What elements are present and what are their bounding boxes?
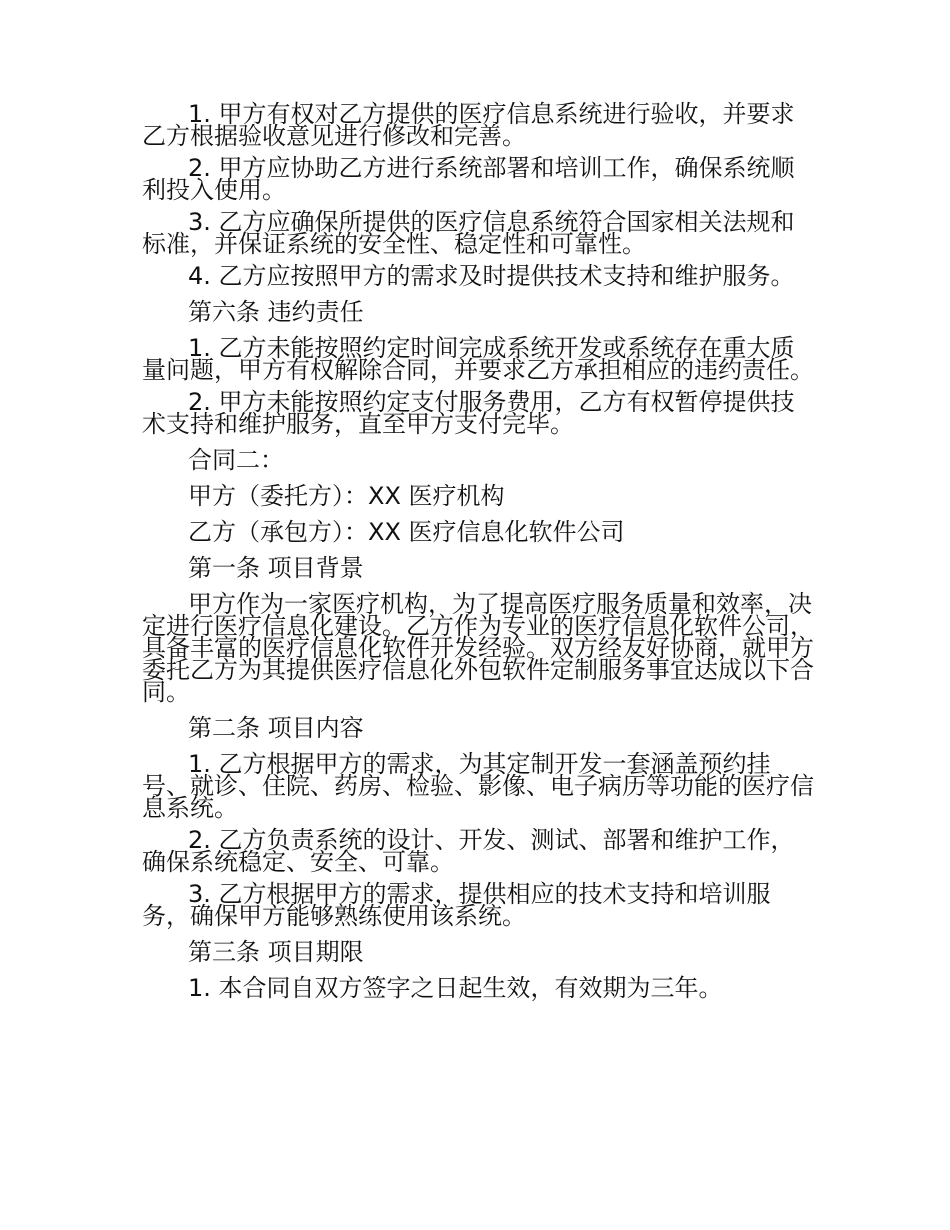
party-b-line: 乙方（承包方）：XX 医疗信息化软件公司 bbox=[188, 518, 625, 546]
paragraph-2: 2. 甲方应协助乙方进行系统部署和培训工作，确保系统顺利投入使用。 bbox=[142, 154, 795, 204]
section-heading-article-6: 第六条 违约责任 bbox=[188, 298, 364, 326]
paragraph-background: 甲方作为一家医疗机构，为了提高医疗服务质量和效率，决定进行医疗信息化建设。乙方作为专业的医疗信息化软件公司，具备丰富的医疗信息化软件开发经验。双方经友好协商，就甲方委托乙方为其提供医疗信息化外包软件定制服务事宜达成以下合同。 bbox=[142, 590, 814, 706]
paragraph-content-3: 3. 乙方根据甲方的需求，提供相应的技术支持和培训服务，确保甲方能够熟练使用该系统。 bbox=[142, 880, 771, 930]
paragraph-7: 2. 甲方未能按照约定支付服务费用，乙方有权暂停提供技术支持和维护服务，直至甲方支付完毕。 bbox=[142, 388, 795, 438]
paragraph-3: 3. 乙方应确保所提供的医疗信息系统符合国家相关法规和标准，并保证系统的安全性、稳定性和可靠性。 bbox=[142, 208, 795, 258]
paragraph-content-1: 1. 乙方根据甲方的需求，为其定制开发一套涵盖预约挂号、就诊、住院、药房、检验、影像、电子病历等功能的医疗信息系统。 bbox=[142, 750, 814, 822]
document-body bbox=[142, 100, 814, 1009]
paragraph-content-2: 2. 乙方负责系统的设计、开发、测试、部署和维护工作，确保系统稳定、安全、可靠。 bbox=[142, 826, 795, 876]
paragraph-6: 1. 乙方未能按照约定时间完成系统开发或系统存在重大质量问题，甲方有权解除合同，并要求乙方承担相应的违约责任。 bbox=[142, 334, 814, 384]
section-heading-article-2: 第二条 项目内容 bbox=[188, 714, 364, 742]
paragraph-4: 4. 乙方应按照甲方的需求及时提供技术支持和维护服务。 bbox=[188, 262, 795, 290]
party-a-line: 甲方（委托方）：XX 医疗机构 bbox=[188, 482, 505, 510]
section-heading-article-3: 第三条 项目期限 bbox=[188, 938, 364, 966]
paragraph-term-1: 1. 本合同自双方签字之日起生效，有效期为三年。 bbox=[188, 974, 723, 1002]
paragraph-1: 1. 甲方有权对乙方提供的医疗信息系统进行验收，并要求乙方根据验收意见进行修改和完善。 bbox=[142, 100, 795, 150]
contract-two-title: 合同二： bbox=[188, 446, 284, 474]
section-heading-article-1: 第一条 项目背景 bbox=[188, 554, 364, 582]
